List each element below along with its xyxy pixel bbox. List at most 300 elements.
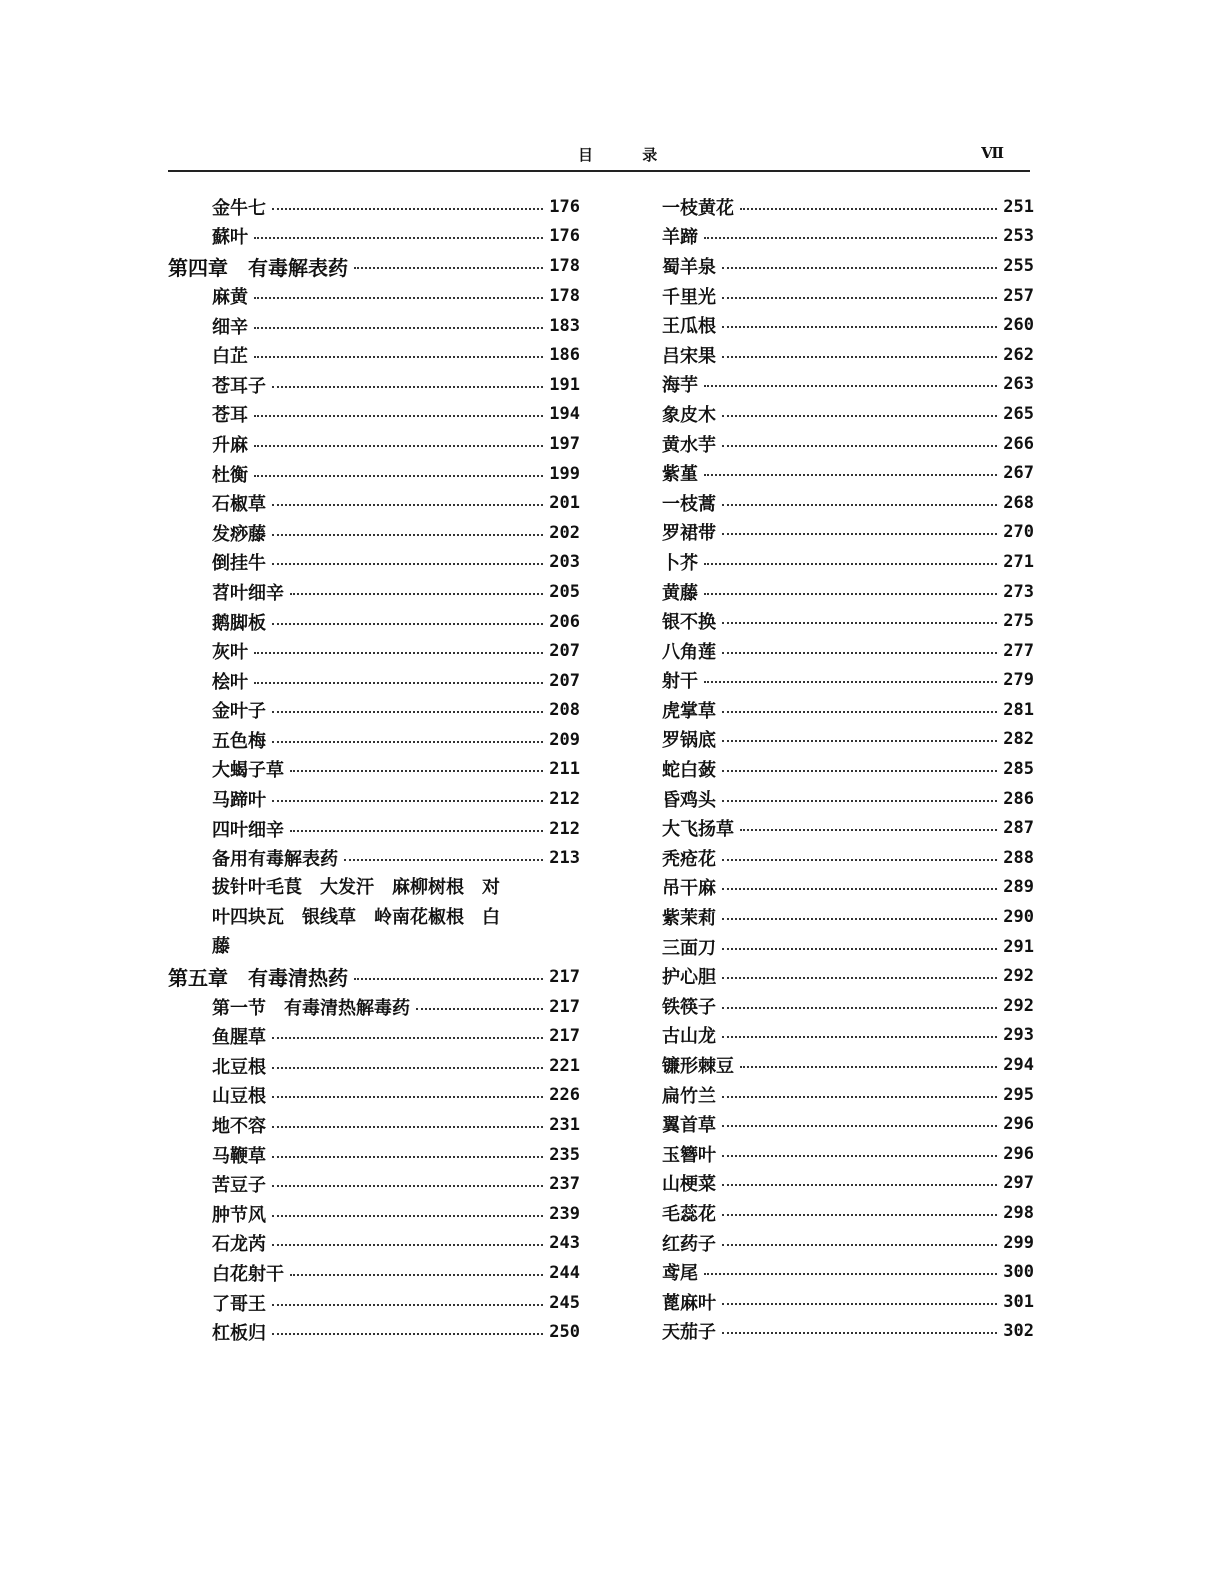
toc-entry-page: 237	[549, 1174, 580, 1195]
toc-entry-page: 205	[549, 581, 580, 602]
toc-entry	[662, 666, 1034, 696]
toc-entry-title: 一枝黄花	[662, 197, 734, 219]
toc-entry-page: 255	[1003, 255, 1034, 276]
dot-leader	[704, 1273, 997, 1275]
dot-leader	[722, 297, 997, 299]
toc-entry-page: 290	[1003, 907, 1034, 928]
dot-leader	[272, 504, 543, 506]
toc-entry	[168, 784, 580, 814]
toc-entry	[662, 251, 1034, 281]
toc-entry-title: 鸢尾	[662, 1263, 698, 1285]
toc-entry-title: 镰形棘豆	[662, 1056, 734, 1078]
toc-entry	[662, 725, 1034, 755]
toc-entry-title: 吕宋果	[662, 345, 716, 367]
toc-entry-title: 银不换	[662, 612, 716, 634]
toc-entry-page: 212	[549, 818, 580, 839]
toc-entry	[168, 1199, 580, 1229]
toc-entry-page: 194	[549, 404, 580, 425]
toc-entry	[168, 577, 580, 607]
toc-entry-title: 杜衡	[212, 464, 248, 486]
toc-entry-page: 302	[1003, 1321, 1034, 1342]
dot-leader	[722, 1155, 997, 1157]
toc-entry	[662, 1317, 1034, 1347]
toc-entry-page: 292	[1003, 995, 1034, 1016]
toc-entry-page: 203	[549, 552, 580, 573]
dot-leader	[272, 800, 543, 802]
toc-entry-page: 217	[549, 1026, 580, 1047]
toc-entry	[168, 1081, 580, 1111]
toc-entry-title: 天茄子	[662, 1322, 716, 1344]
toc-entry-page: 296	[1003, 1143, 1034, 1164]
toc-entry-title: 卜芥	[662, 552, 698, 574]
dot-leader	[722, 1332, 997, 1334]
toc-entry	[662, 902, 1034, 932]
toc-entry-title: 昏鸡头	[662, 789, 716, 811]
dot-leader	[272, 1304, 543, 1306]
toc-entry	[662, 754, 1034, 784]
dot-leader	[722, 622, 997, 624]
toc-entry-title: 蜀羊泉	[662, 256, 716, 278]
dot-leader	[722, 770, 997, 772]
toc-entry	[662, 606, 1034, 636]
toc-entry	[168, 607, 580, 637]
toc-entry-page: 295	[1003, 1084, 1034, 1105]
toc-entry-page: 279	[1003, 670, 1034, 691]
toc-entry	[168, 1140, 580, 1170]
dot-leader	[722, 445, 997, 447]
toc-entry-page: 208	[549, 700, 580, 721]
toc-entry	[662, 1198, 1034, 1228]
toc-entry-title: 四叶细辛	[212, 819, 284, 841]
toc-column-right	[662, 192, 1034, 1346]
toc-entry	[662, 458, 1034, 488]
toc-entry-page: 178	[549, 256, 580, 277]
toc-entry	[168, 1021, 580, 1051]
toc-entry	[662, 370, 1034, 400]
toc-entry-title: 细辛	[212, 316, 248, 338]
dot-leader	[272, 208, 543, 210]
toc-entry	[662, 1109, 1034, 1139]
toc-entry-title: 第五章 有毒清热药	[168, 966, 348, 991]
toc-entry	[662, 843, 1034, 873]
toc-entry-page: 253	[1003, 226, 1034, 247]
toc-entry-title: 杠板归	[212, 1323, 266, 1345]
toc-entry-title: 石龙芮	[212, 1234, 266, 1256]
dot-leader	[722, 1007, 997, 1009]
toc-entry	[168, 1258, 580, 1288]
dot-leader	[290, 1274, 543, 1276]
dot-leader	[722, 740, 997, 742]
toc-entry-page: 217	[549, 996, 580, 1017]
toc-entry-title: 象皮木	[662, 404, 716, 426]
toc-entry-page: 287	[1003, 818, 1034, 839]
toc-entry	[168, 311, 580, 341]
toc-entry	[662, 1050, 1034, 1080]
toc-entry-title: 备用有毒解表药	[212, 849, 338, 871]
dot-leader	[416, 1008, 543, 1010]
toc-entry-title: 发痧藤	[212, 523, 266, 545]
toc-entry-page: 289	[1003, 877, 1034, 898]
dot-leader	[722, 415, 997, 417]
dot-leader	[290, 830, 543, 832]
dot-leader	[722, 267, 997, 269]
toc-entry-title: 海芋	[662, 375, 698, 397]
toc-entry-page: 268	[1003, 492, 1034, 513]
toc-entry-title: 黄水芋	[662, 434, 716, 456]
toc-entry-page: 257	[1003, 285, 1034, 306]
toc-entry-page: 273	[1003, 581, 1034, 602]
toc-entry	[662, 429, 1034, 459]
toc-entry-page: 293	[1003, 1025, 1034, 1046]
toc-entry-page: 260	[1003, 315, 1034, 336]
dot-leader	[272, 1126, 543, 1128]
toc-entry	[662, 310, 1034, 340]
header-page-number: Ⅶ	[981, 144, 1004, 162]
toc-entry	[168, 429, 580, 459]
toc-entry	[168, 1317, 580, 1347]
toc-entry	[168, 222, 580, 252]
toc-entry-page: 292	[1003, 966, 1034, 987]
dot-leader	[254, 445, 543, 447]
toc-entry-title: 红药子	[662, 1233, 716, 1255]
dot-leader	[272, 1333, 543, 1335]
toc-entry-title: 护心胆	[662, 967, 716, 989]
toc-entry	[168, 281, 580, 311]
dot-leader	[722, 1244, 997, 1246]
toc-entry-page: 212	[549, 789, 580, 810]
dot-leader	[722, 918, 997, 920]
toc-entry	[662, 784, 1034, 814]
toc-entry-page: 206	[549, 611, 580, 632]
dot-leader	[722, 800, 997, 802]
toc-entry	[662, 1287, 1034, 1317]
toc-entry	[662, 281, 1034, 311]
dot-leader	[354, 978, 543, 980]
toc-entry-page: 183	[549, 315, 580, 336]
dot-leader	[254, 297, 543, 299]
toc-entry-page: 286	[1003, 788, 1034, 809]
toc-entry-title: 北豆根	[212, 1056, 266, 1078]
dot-leader	[722, 1125, 997, 1127]
toc-entry-title: 鱼腥草	[212, 1027, 266, 1049]
toc-entry	[662, 1080, 1034, 1110]
dot-leader	[722, 1214, 997, 1216]
dot-leader	[722, 977, 997, 979]
dot-leader	[740, 1066, 997, 1068]
toc-entry-title: 古山龙	[662, 1026, 716, 1048]
toc-entry-title: 鹅脚板	[212, 612, 266, 634]
dot-leader	[272, 563, 543, 565]
toc-entry-page: 265	[1003, 403, 1034, 424]
toc-entry-page: 270	[1003, 522, 1034, 543]
dot-leader	[704, 681, 997, 683]
toc-entry-title: 蓖麻叶	[662, 1292, 716, 1314]
toc-entry-page: 243	[549, 1233, 580, 1254]
toc-entry-page: 299	[1003, 1232, 1034, 1253]
toc-entry	[662, 1228, 1034, 1258]
dot-leader	[740, 829, 997, 831]
dot-leader	[722, 504, 997, 506]
toc-entry	[662, 577, 1034, 607]
toc-entry-title: 玉簪叶	[662, 1144, 716, 1166]
toc-entry-title: 千里光	[662, 286, 716, 308]
toc-entry	[662, 399, 1034, 429]
toc-column-left	[168, 192, 580, 1347]
toc-entry-title: 铁筷子	[662, 996, 716, 1018]
dot-leader	[272, 534, 543, 536]
toc-entry-title: 麻黄	[212, 286, 248, 308]
toc-entry	[168, 1110, 580, 1140]
toc-entry	[662, 932, 1034, 962]
toc-entry-page: 296	[1003, 1114, 1034, 1135]
toc-entry-title: 苍耳子	[212, 375, 266, 397]
toc-entry-page: 176	[549, 226, 580, 247]
toc-paragraph-line: 藤	[212, 936, 230, 958]
toc-entry-title: 桧叶	[212, 671, 248, 693]
toc-entry	[168, 755, 580, 785]
dot-leader	[722, 1303, 997, 1305]
toc-entry-page: 207	[549, 670, 580, 691]
toc-entry	[168, 843, 580, 873]
toc-entry-page: 231	[549, 1115, 580, 1136]
toc-entry-page: 301	[1003, 1291, 1034, 1312]
toc-entry-title: 罗裙带	[662, 523, 716, 545]
dot-leader	[254, 415, 543, 417]
toc-entry-page: 186	[549, 345, 580, 366]
toc-entry-page: 267	[1003, 463, 1034, 484]
dot-leader	[722, 888, 997, 890]
toc-entry-page: 285	[1003, 759, 1034, 780]
dot-leader	[704, 474, 997, 476]
toc-entry-page: 209	[549, 729, 580, 750]
toc-entry-page: 250	[549, 1322, 580, 1343]
toc-entry-page: 277	[1003, 640, 1034, 661]
toc-entry-page: 282	[1003, 729, 1034, 750]
dot-leader	[722, 1036, 997, 1038]
dot-leader	[272, 623, 543, 625]
toc-entry-title: 白花射干	[212, 1263, 284, 1285]
dot-leader	[272, 1067, 543, 1069]
toc-entry-title: 王瓜根	[662, 316, 716, 338]
dot-leader	[254, 356, 543, 358]
toc-entry	[662, 547, 1034, 577]
dot-leader	[254, 237, 543, 239]
dot-leader	[722, 1096, 997, 1098]
toc-entry-page: 266	[1003, 433, 1034, 454]
toc-entry-page: 239	[549, 1203, 580, 1224]
toc-entry	[662, 813, 1034, 843]
toc-entry-title: 倒挂牛	[212, 553, 266, 575]
toc-entry-title: 苕叶细辛	[212, 582, 284, 604]
header-rule	[168, 170, 1030, 172]
toc-entry-page: 226	[549, 1085, 580, 1106]
toc-entry-page: 298	[1003, 1202, 1034, 1223]
toc-entry-title: 大飞扬草	[662, 819, 734, 841]
dot-leader	[272, 711, 543, 713]
dot-leader	[722, 326, 997, 328]
toc-entry-title: 八角莲	[662, 641, 716, 663]
toc-entry-page: 294	[1003, 1055, 1034, 1076]
toc-entry	[662, 695, 1034, 725]
toc-entry	[662, 636, 1034, 666]
toc-entry-page: 178	[549, 285, 580, 306]
toc-entry-title: 毛蕊花	[662, 1203, 716, 1225]
toc-entry-page: 300	[1003, 1262, 1034, 1283]
toc-entry	[168, 400, 580, 430]
toc-entry-title: 五色梅	[212, 730, 266, 752]
toc-entry	[662, 961, 1034, 991]
toc-entry-page: 271	[1003, 551, 1034, 572]
page-header	[168, 140, 1030, 172]
dot-leader	[290, 770, 543, 772]
toc-entry-title: 金牛七	[212, 197, 266, 219]
dot-leader	[722, 533, 997, 535]
toc-entry-title: 苍耳	[212, 405, 248, 427]
dot-leader	[740, 208, 997, 210]
toc-entry	[168, 340, 580, 370]
toc-entry	[662, 1257, 1034, 1287]
toc-entry-page: 251	[1003, 196, 1034, 217]
dot-leader	[722, 711, 997, 713]
toc-entry	[168, 1051, 580, 1081]
toc-entry	[168, 725, 580, 755]
dot-leader	[290, 593, 543, 595]
toc-entry	[168, 370, 580, 400]
dot-leader	[722, 859, 997, 861]
toc-entry-page: 202	[549, 522, 580, 543]
dot-leader	[272, 1185, 543, 1187]
toc-paragraph-line: 拔针叶毛茛 大发汗 麻柳树根 对	[212, 877, 500, 899]
dot-leader	[272, 1096, 543, 1098]
dot-leader	[722, 948, 997, 950]
toc-entry	[168, 1169, 580, 1199]
dot-leader	[254, 327, 543, 329]
toc-entry-title: 第一节 有毒清热解毒药	[212, 997, 410, 1019]
toc-entry-page: 245	[549, 1292, 580, 1313]
dot-leader	[272, 1244, 543, 1246]
toc-entry-title: 三面刀	[662, 937, 716, 959]
dot-leader	[272, 386, 543, 388]
toc-entry	[168, 518, 580, 548]
dot-leader	[704, 385, 997, 387]
toc-entry	[662, 222, 1034, 252]
toc-paragraph-line: 叶四块瓦 银线草 岭南花椒根 白	[212, 906, 500, 928]
toc-entry-page: 263	[1003, 374, 1034, 395]
toc-entry	[168, 666, 580, 696]
dot-leader	[344, 859, 543, 861]
toc-entry-title: 秃疮花	[662, 848, 716, 870]
toc-entry-title: 大蝎子草	[212, 760, 284, 782]
toc-entry	[662, 1021, 1034, 1051]
dot-leader	[254, 652, 543, 654]
toc-entry	[168, 1288, 580, 1318]
dot-leader	[722, 652, 997, 654]
toc-entry-title: 蘇叶	[212, 227, 248, 249]
toc-entry-page: 221	[549, 1055, 580, 1076]
toc-entry	[168, 459, 580, 489]
dot-leader	[272, 1156, 543, 1158]
toc-entry-title: 金叶子	[212, 701, 266, 723]
dot-leader	[704, 237, 997, 239]
toc-entry-page: 191	[549, 374, 580, 395]
toc-entry-title: 蛇白蔹	[662, 760, 716, 782]
header-title: 目 录	[578, 146, 680, 164]
toc-entry-title: 马蹄叶	[212, 790, 266, 812]
toc-entry-page: 217	[549, 966, 580, 987]
toc-section-heading	[168, 992, 580, 1022]
toc-entry-title: 羊蹄	[662, 227, 698, 249]
toc-entry	[168, 192, 580, 222]
toc-entry	[662, 873, 1034, 903]
toc-entry-title: 马鞭草	[212, 1145, 266, 1167]
toc-entry-title: 黄藤	[662, 582, 698, 604]
toc-entry-page: 275	[1003, 611, 1034, 632]
toc-entry-title: 罗锅底	[662, 730, 716, 752]
toc-entry-title: 扁竹兰	[662, 1085, 716, 1107]
toc-entry-page: 291	[1003, 936, 1034, 957]
toc-entry-title: 紫茉莉	[662, 908, 716, 930]
toc-entry-title: 翼首草	[662, 1115, 716, 1137]
toc-entry-page: 297	[1003, 1173, 1034, 1194]
dot-leader	[254, 682, 543, 684]
toc-entry-page: 262	[1003, 344, 1034, 365]
toc-paragraph	[168, 873, 580, 962]
toc-entry-page: 197	[549, 433, 580, 454]
toc-chapter-heading	[168, 962, 580, 992]
toc-entry	[168, 548, 580, 578]
toc-entry	[168, 814, 580, 844]
toc-entry	[662, 1169, 1034, 1199]
dot-leader	[704, 593, 997, 595]
toc-entry-title: 第四章 有毒解表药	[168, 255, 348, 280]
toc-entry	[662, 518, 1034, 548]
toc-entry	[662, 488, 1034, 518]
toc-entry-title: 白芷	[212, 346, 248, 368]
toc-entry-title: 灰叶	[212, 642, 248, 664]
toc-entry	[662, 1139, 1034, 1169]
toc-entry-title: 苦豆子	[212, 1175, 266, 1197]
dot-leader	[354, 267, 543, 269]
toc-entry-title: 紫堇	[662, 464, 698, 486]
toc-entry-page: 235	[549, 1144, 580, 1165]
dot-leader	[254, 475, 543, 477]
dot-leader	[272, 1215, 543, 1217]
toc-entry-title: 吊干麻	[662, 878, 716, 900]
toc-entry	[168, 636, 580, 666]
dot-leader	[272, 1037, 543, 1039]
toc-entry-page: 176	[549, 196, 580, 217]
toc-entry	[168, 696, 580, 726]
toc-entry-title: 虎掌草	[662, 700, 716, 722]
toc-entry	[662, 340, 1034, 370]
toc-entry-title: 一枝蒿	[662, 493, 716, 515]
toc-entry-page: 281	[1003, 699, 1034, 720]
toc-entry-title: 山豆根	[212, 1086, 266, 1108]
dot-leader	[722, 1184, 997, 1186]
dot-leader	[272, 741, 543, 743]
toc-entry-title: 石椒草	[212, 494, 266, 516]
toc-chapter-heading	[168, 251, 580, 281]
toc-entry-title: 肿节风	[212, 1204, 266, 1226]
dot-leader	[704, 563, 997, 565]
toc-entry	[662, 991, 1034, 1021]
toc-entry-title: 地不容	[212, 1116, 266, 1138]
toc-entry-title: 射干	[662, 671, 698, 693]
toc-entry-page: 288	[1003, 847, 1034, 868]
toc-entry-page: 199	[549, 463, 580, 484]
toc-entry-title: 了哥王	[212, 1293, 266, 1315]
toc-entry-page: 244	[549, 1262, 580, 1283]
